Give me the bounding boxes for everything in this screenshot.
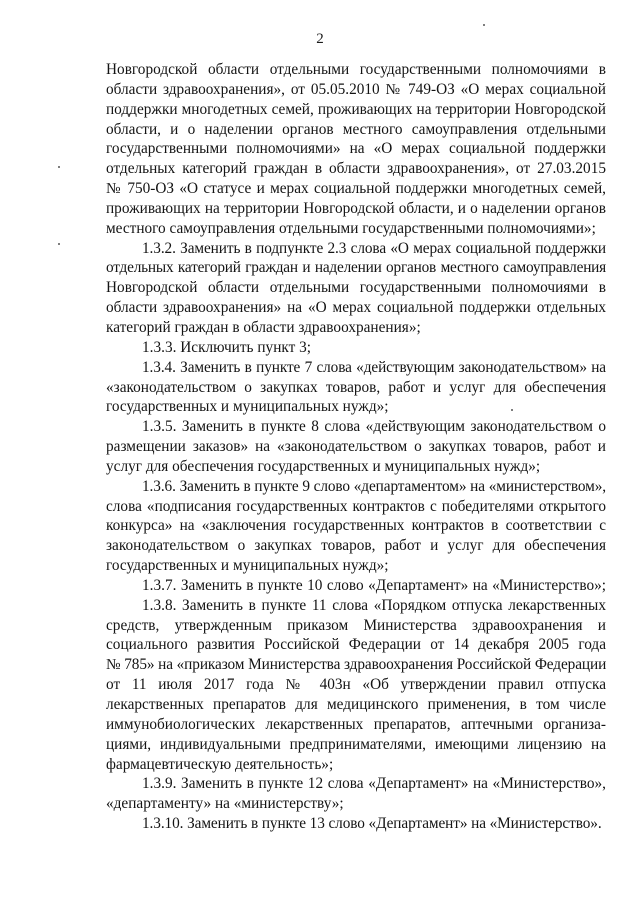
text-line: 1.3.4. Заменить в пункте 7 слова «действующим законодательством» на bbox=[142, 358, 606, 376]
scan-speck bbox=[58, 243, 60, 245]
scan-speck bbox=[58, 166, 60, 168]
text-line: 1.3.2. Заменить в подпункте 2.3 слова «О мерах социальной поддержки bbox=[142, 239, 606, 257]
text-line: государственных и муниципальных нужд»; bbox=[106, 398, 389, 416]
scan-speck bbox=[483, 24, 485, 26]
text-line: местного самоуправления отдельными государственными полномочиями»; bbox=[106, 219, 596, 237]
scan-speck bbox=[511, 409, 513, 411]
text-line: 1.3.7. Заменить в пункте 10 слово «Департамент» на «Министерство»; bbox=[142, 576, 606, 594]
text-line: области здравоохранения» на «О мерах социальной поддержки отдельных bbox=[106, 299, 606, 317]
page-number: 2 bbox=[316, 31, 324, 47]
text-line: проживающих на территории Новгородской области, и о наделении органов bbox=[106, 199, 606, 217]
text-line: 1.3.5. Заменить в пункте 8 слова «действующим законодательством о bbox=[142, 418, 606, 436]
text-line: циями, индивидуальными предпринимателями, имеющими лицензию на bbox=[106, 735, 606, 753]
text-line: фармацевтическую деятельность»; bbox=[106, 755, 334, 773]
text-line: иммунобиологических лекарственных препаратов, аптечными организа- bbox=[106, 715, 606, 733]
text-line: слова «подписания государственных контрактов с победителями открытого bbox=[106, 497, 606, 515]
text-line: 1.3.10. Заменить в пункте 13 слово «Департамент» на «Министерство». bbox=[142, 815, 602, 833]
text-line: «департаменту» на «министерству»; bbox=[106, 795, 344, 813]
text-line: «законодательством о закупках товаров, работ и услуг для обеспечения bbox=[106, 378, 606, 396]
text-line: № 750-ОЗ «О статусе и мерах социальной поддержки многодетных семей, bbox=[106, 180, 606, 198]
text-line: от 11 июля 2017 года № 403н «Об утверждении правил отпуска bbox=[106, 676, 606, 694]
text-line: области, и о наделении органов местного самоуправления отдельными bbox=[106, 120, 606, 138]
text-line: 1.3.3. Исключить пункт 3; bbox=[142, 338, 312, 356]
text-line: средств, утвержденным приказом Министерства здравоохранения и bbox=[106, 616, 606, 634]
text-line: 1.3.8. Заменить в пункте 11 слова «Порядком отпуска лекарственных bbox=[142, 596, 606, 614]
text-line: социального развития Российской Федерации от 14 декабря 2005 года bbox=[106, 636, 606, 654]
text-line: отдельных категорий граждан в области здравоохранения», от 27.03.2015 bbox=[106, 160, 606, 178]
text-line: 1.3.9. Заменить в пункте 12 слова «Департамент» на «Министерство», bbox=[142, 775, 606, 793]
text-line: 1.3.6. Заменить в пункте 9 слово «департаментом» на «министерством», bbox=[142, 477, 606, 495]
text-line: категорий граждан в области здравоохранения»; bbox=[106, 318, 421, 336]
text-line: лекарственных препаратов для медицинского применения, в том числе bbox=[106, 696, 606, 713]
text-line: государственных и муниципальных нужд»; bbox=[106, 557, 389, 575]
text-line: Новгородской области отдельными государственными полномочиями в bbox=[106, 61, 606, 78]
text-line: услуг для обеспечения государственных и муниципальных нужд»; bbox=[106, 457, 541, 475]
text-line: поддержки многодетных семей, проживающих на территории Новгородской bbox=[106, 100, 606, 118]
text-line: Новгородской области отдельными государственными полномочиями в bbox=[106, 279, 606, 297]
document-body bbox=[106, 60, 606, 834]
text-line: законодательством о закупках товаров, работ и услуг для обеспечения bbox=[106, 537, 606, 555]
text-line: государственными полномочиями» на «О мерах социальной поддержки bbox=[106, 140, 606, 158]
text-line: конкурса» на «заключения государственных контрактов в соответствии с bbox=[106, 517, 606, 535]
text-line: размещении заказов» на «законодательством о закупках товаров, работ и bbox=[106, 438, 606, 456]
text-line: отдельных категорий граждан и наделении органов местного самоуправления bbox=[106, 259, 606, 277]
text-line: области здравоохранения», от 05.05.2010 № 749-ОЗ «О мерах социальной bbox=[106, 80, 606, 98]
text-line: № 785» на «приказом Министерства здравоохранения Российской Федерации bbox=[106, 656, 607, 674]
